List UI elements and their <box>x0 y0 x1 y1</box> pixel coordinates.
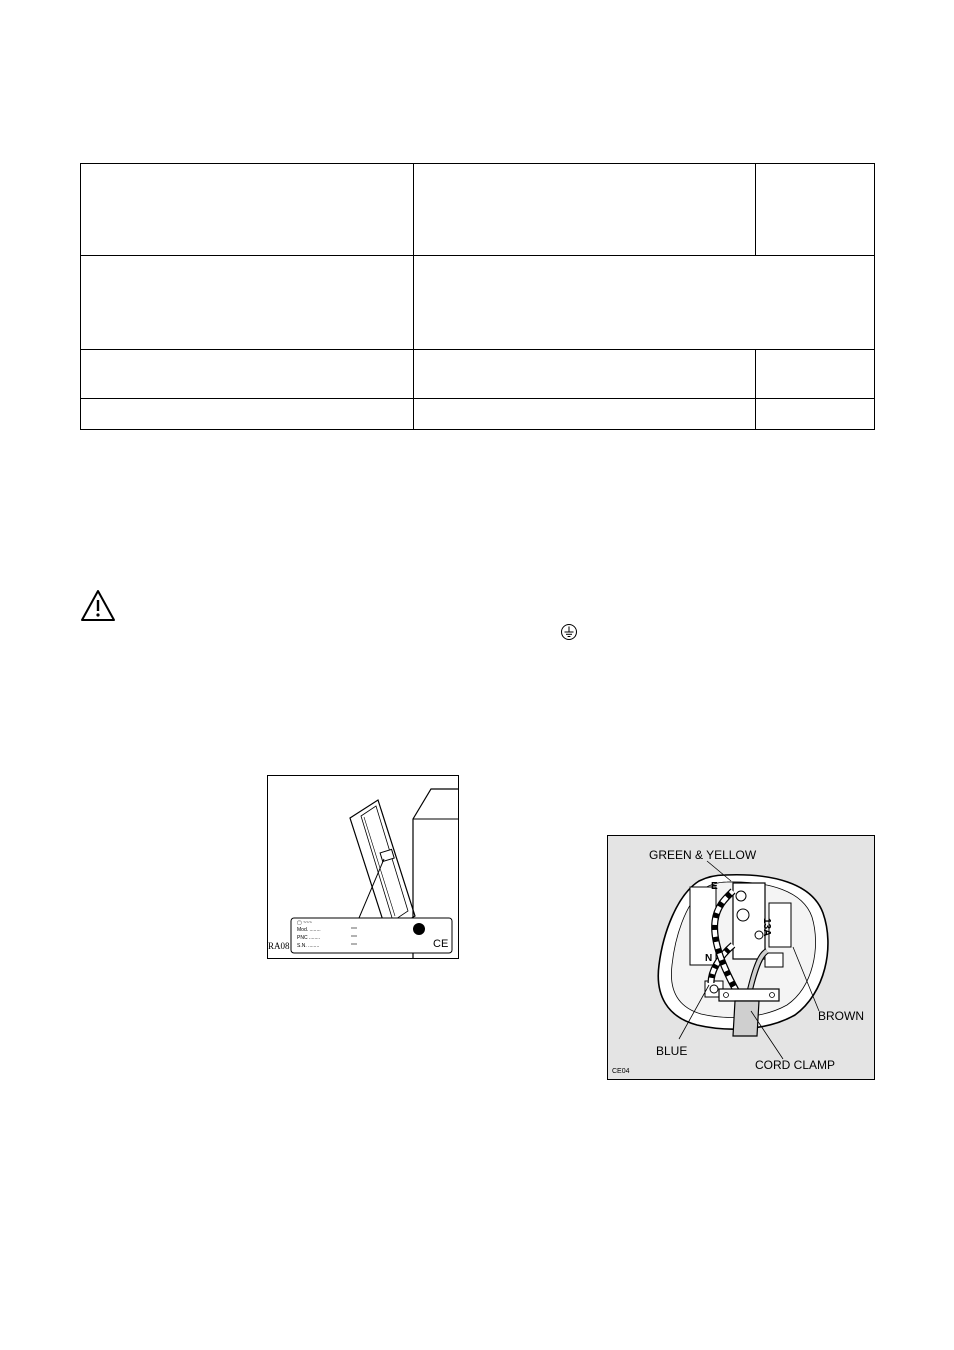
rating-plate-line: S.N. ........ <box>297 943 320 949</box>
plug-wiring-figure <box>607 835 875 1080</box>
rating-plate-logo: ▢ ~~~ <box>297 920 312 926</box>
rating-plate-figure <box>267 775 459 959</box>
table-cell <box>81 350 413 398</box>
table-cell <box>756 399 874 429</box>
table-cell <box>756 350 874 398</box>
figure-code: RA08 <box>268 941 290 951</box>
table-cell <box>414 350 755 398</box>
spec-table <box>80 163 875 430</box>
table-cell <box>414 256 874 349</box>
table-cell <box>81 399 413 429</box>
label-blue: BLUE <box>656 1044 688 1058</box>
table-cell <box>81 256 413 349</box>
label-terminal-n: N <box>705 953 713 964</box>
label-cord-clamp: CORD CLAMP <box>755 1058 836 1072</box>
table-cell <box>756 164 874 255</box>
warning-triangle-icon <box>80 589 116 623</box>
table-cell <box>414 164 755 255</box>
table-cell <box>414 399 755 429</box>
rating-plate-line: PNC ........ <box>297 935 321 941</box>
table-cell <box>81 164 413 255</box>
ce-mark: CE <box>433 938 449 950</box>
label-green-yellow: GREEN & YELLOW <box>649 848 757 862</box>
label-terminal-e: E <box>711 881 718 892</box>
label-brown: BROWN <box>818 1009 864 1023</box>
figure-code: CE04 <box>612 1068 630 1075</box>
rating-plate-line: Mod. ........ <box>297 927 321 933</box>
label-fuse: 13A <box>761 918 772 937</box>
earth-symbol-icon <box>560 623 578 641</box>
